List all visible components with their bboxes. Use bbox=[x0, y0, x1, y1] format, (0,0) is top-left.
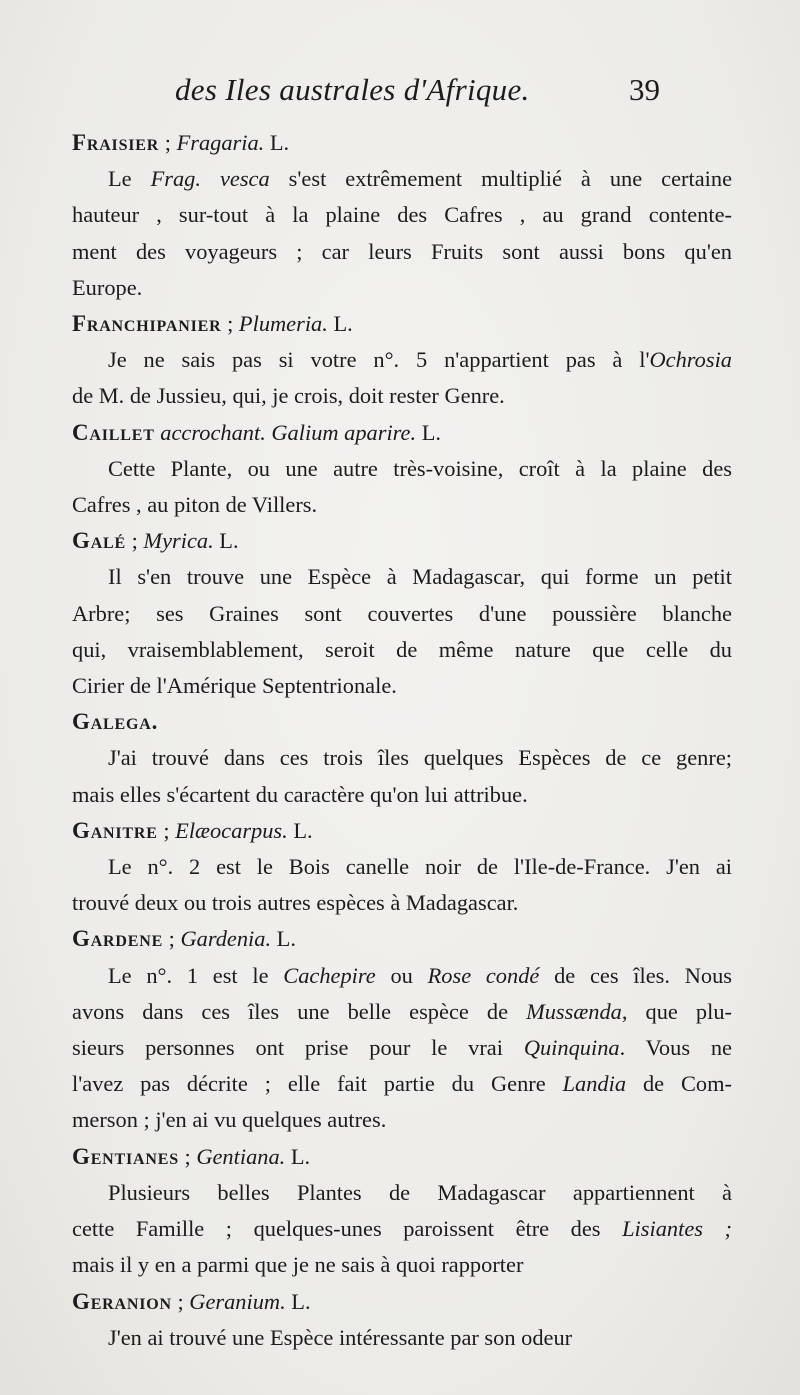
running-title: des Iles australes d'Afrique. bbox=[175, 72, 530, 107]
text-run: . Vous ne bbox=[619, 1035, 733, 1061]
text-line bbox=[72, 632, 732, 668]
entry-heading bbox=[72, 813, 732, 849]
entry-name: Franchipanier bbox=[72, 311, 222, 337]
entry-latin-name: Geranium. bbox=[189, 1288, 286, 1314]
text-run: qui, vraisemblablement, seroit de même nature que celle du bbox=[72, 636, 732, 662]
text-run: mais il y en a parmi que je ne sais à quoi rapporter bbox=[72, 1252, 524, 1278]
text-run: Le n°. 2 est le Bois canelle noir de l'Ile-de-France. J'en ai bbox=[108, 854, 732, 880]
text-run: Je ne sais pas si votre n°. 5 n'appartient pas à l' bbox=[108, 347, 650, 373]
entry bbox=[72, 306, 732, 415]
entry-separator: ; bbox=[178, 1143, 197, 1169]
entry-separator: ; bbox=[163, 926, 181, 952]
text-line bbox=[72, 197, 732, 233]
entry-author: L. bbox=[287, 817, 313, 843]
text-run: Cette Plante, ou une autre très-voisine, croît à la plaine des bbox=[108, 455, 732, 481]
text-run: merson ; j'en ai vu quelques autres. bbox=[72, 1107, 387, 1133]
entry-author: L. bbox=[327, 311, 353, 337]
entry bbox=[72, 704, 732, 813]
text-line bbox=[72, 342, 732, 378]
text-line bbox=[72, 958, 732, 994]
italic-term: Ochrosia bbox=[649, 347, 732, 373]
text-line bbox=[72, 1247, 732, 1283]
text-run: de Com- bbox=[626, 1071, 732, 1097]
text-run: Le n°. 1 est le bbox=[108, 962, 284, 988]
entry-name: Caillet bbox=[72, 419, 155, 445]
entry-latin-name: Gardenia. bbox=[180, 926, 272, 952]
entry-separator: ; bbox=[126, 528, 144, 554]
text-run: de M. de Jussieu, qui, je crois, doit rester Genre. bbox=[72, 383, 505, 409]
italic-term: Landia bbox=[562, 1071, 627, 1097]
body-text bbox=[72, 125, 732, 1356]
text-run: avons dans ces îles une belle espèce de bbox=[72, 998, 527, 1024]
text-line bbox=[72, 1066, 732, 1102]
italic-term: Quinquina bbox=[523, 1035, 620, 1061]
text-line bbox=[72, 161, 732, 197]
text-line bbox=[72, 994, 732, 1030]
entry-author: L. bbox=[416, 419, 441, 445]
entry-author: L. bbox=[285, 1288, 311, 1314]
text-run: Il s'en trouve une Espèce à Madagascar, qui forme un petit bbox=[108, 564, 732, 590]
entry-heading bbox=[72, 415, 732, 451]
text-line bbox=[72, 885, 732, 921]
entry-heading bbox=[72, 1139, 732, 1175]
text-run: mais elles s'écartent du caractère qu'on lui attribue. bbox=[72, 781, 528, 807]
entry-name: Galega. bbox=[72, 709, 159, 735]
text-line bbox=[72, 1175, 732, 1211]
entry bbox=[72, 1139, 732, 1284]
text-line bbox=[72, 596, 732, 632]
text-run: Cirier de l'Amérique Septentrionale. bbox=[72, 673, 397, 699]
entry bbox=[72, 1284, 732, 1356]
text-run: Europe. bbox=[72, 274, 143, 300]
entry bbox=[72, 523, 732, 704]
entry-heading bbox=[72, 306, 732, 342]
text-run: Plusieurs belles Plantes de Madagascar appartiennent à bbox=[108, 1179, 732, 1205]
text-run: Arbre; ses Graines sont couvertes d'une poussière blanche bbox=[72, 600, 732, 626]
entry bbox=[72, 125, 732, 306]
text-line bbox=[72, 740, 732, 776]
entry-latin-name: Fragaria. bbox=[176, 130, 265, 155]
text-run: trouvé deux ou trois autres espèces à Madagascar. bbox=[72, 890, 519, 916]
text-line bbox=[72, 559, 732, 595]
entry-latin-name: Myrica. bbox=[143, 528, 214, 554]
entry-name: Gardene bbox=[72, 926, 164, 952]
text-line bbox=[72, 1102, 732, 1138]
entry-name: Ganitre bbox=[72, 817, 158, 843]
entry-latin-name: Gentiana. bbox=[196, 1143, 286, 1169]
entry-separator: ; bbox=[157, 817, 176, 843]
entry-name: Geranion bbox=[72, 1288, 172, 1314]
text-run: J'ai trouvé dans ces trois îles quelques Espèces de ce genre; bbox=[108, 745, 732, 771]
text-line bbox=[72, 451, 732, 487]
text-run: Le bbox=[108, 166, 151, 192]
entry-author: L. bbox=[285, 1143, 311, 1169]
text-line bbox=[72, 777, 732, 813]
entry-author: L. bbox=[271, 926, 296, 952]
text-line bbox=[72, 270, 732, 306]
italic-term: Mussænda bbox=[526, 998, 622, 1024]
italic-term: Lisiantes ; bbox=[622, 1216, 732, 1242]
running-header bbox=[0, 72, 800, 116]
text-run: J'en ai trouvé une Espèce intéressante par son odeur bbox=[108, 1324, 573, 1350]
entry-separator: ; bbox=[221, 311, 239, 337]
entry-separator: ; bbox=[171, 1288, 190, 1314]
entry-latin-name: Elæocarpus. bbox=[175, 817, 288, 843]
text-line bbox=[72, 487, 732, 523]
entry bbox=[72, 813, 732, 922]
text-line bbox=[72, 849, 732, 885]
italic-term: Cachepire bbox=[283, 962, 376, 988]
entry-latin-name: accrochant. Galium aparire. bbox=[160, 419, 417, 445]
entry-author: L. bbox=[213, 528, 239, 554]
text-run: cette Famille ; quelques-unes paroissent être des bbox=[72, 1216, 623, 1242]
entry-latin-name: Plumeria. bbox=[238, 311, 328, 337]
text-line bbox=[72, 1030, 732, 1066]
entry-name: Gentianes bbox=[72, 1143, 179, 1169]
text-line bbox=[72, 1211, 732, 1247]
text-line bbox=[72, 234, 732, 270]
text-run: s'est extrêmement multiplié à une certaine bbox=[269, 166, 733, 192]
page-number: 39 bbox=[629, 72, 660, 107]
entry-name: Fraisier bbox=[72, 130, 160, 155]
text-run: l'avez pas décrite ; elle fait partie du Genre bbox=[72, 1071, 563, 1097]
entry bbox=[72, 415, 732, 524]
entry bbox=[72, 921, 732, 1138]
italic-term: Rose condé bbox=[427, 962, 540, 988]
text-line bbox=[72, 1320, 732, 1356]
text-run: Cafres , au piton de Villers. bbox=[72, 492, 318, 518]
text-run: hauteur , sur-tout à la plaine des Cafres , au grand contente- bbox=[72, 202, 732, 228]
text-run: ou bbox=[375, 962, 428, 988]
italic-term: Frag. vesca bbox=[150, 166, 270, 192]
text-run: de ces îles. Nous bbox=[539, 962, 732, 988]
text-run: sieurs personnes ont prise pour le vrai bbox=[72, 1035, 524, 1061]
entry-heading bbox=[72, 921, 732, 957]
text-line bbox=[72, 378, 732, 414]
entry-heading bbox=[72, 704, 732, 740]
entry-heading bbox=[72, 1284, 732, 1320]
text-line bbox=[72, 668, 732, 704]
entry-heading bbox=[72, 125, 732, 161]
entry-author: L. bbox=[264, 130, 290, 155]
text-run: ment des voyageurs ; car leurs Fruits sont aussi bons qu'en bbox=[72, 238, 732, 264]
entry-name: Galé bbox=[72, 528, 126, 554]
entry-separator: ; bbox=[159, 130, 177, 155]
entry-heading bbox=[72, 523, 732, 559]
text-run: , que plu- bbox=[621, 998, 732, 1024]
